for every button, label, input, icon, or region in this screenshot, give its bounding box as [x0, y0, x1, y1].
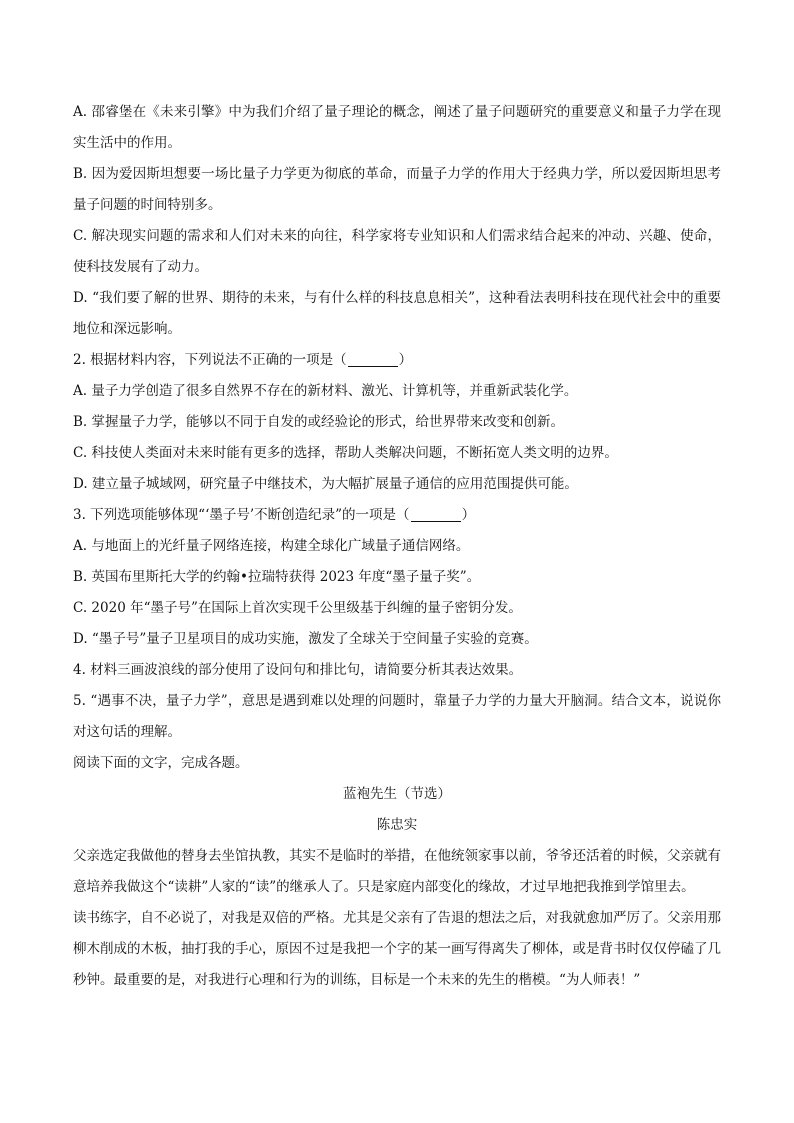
q2-option-b: B. 掌握量子力学，能够以不同于自发的或经验论的形式，给世界带来改变和创新。 — [73, 414, 565, 430]
passage-paragraph-1: 父亲选定我做他的替身去坐馆执教，其实不是临时的举措，在他统领家事以前，爷爷还活着的时候，父亲就有意培养我做这个“读耕”人家的“读”的继承人了。只是家庭内部变化的缘故，才过早地把我推到学馆里去。 — [73, 848, 721, 895]
q5-question: 5. “遇事不决，量子力学”，意思是遇到难以处理的问题时，靠量子力学的力量大开脑洞。结合文本，说说你对这句话的理解。 — [73, 693, 721, 740]
q3-option-b: B. 英国布里斯托大学的约翰•拉瑞特获得 2023 年度“墨子量子奖”。 — [73, 569, 481, 585]
q4-question: 4. 材料三画波浪线的部分使用了设问句和排比句，请简要分析其表达效果。 — [73, 662, 523, 678]
q2-stem — [73, 345, 721, 376]
q1-option-c: C. 解决现实问题的需求和人们对未来的向往，科学家将专业知识和人们需求结合起来的冲动、兴趣、使命，使科技发展有了动力。 — [73, 228, 721, 275]
q2-answer-blank[interactable] — [348, 348, 398, 367]
passage-title: 蓝袍先生（节选） — [343, 786, 451, 802]
q3-stem-close: ） — [461, 507, 476, 523]
q3-answer-blank[interactable] — [411, 503, 461, 522]
q3-option-a: A. 与地面上的光纤量子网络连接，构建全球化广域量子通信网络。 — [73, 538, 470, 554]
q1-option-b: B. 因为爱因斯坦想要一场比量子力学更为彻底的革命，而量子力学的作用大于经典力学，所以爱因斯坦思考量子问题的时间特别多。 — [73, 166, 721, 213]
q3-option-c: C. 2020 年“墨子号”在国际上首次实现千公里级基于纠缠的量子密钥分发。 — [73, 600, 522, 616]
q1-option-d: D. “我们要了解的世界、期待的未来，与有什么样的科技息息相关”，这种看法表明科技在现代社会中的重要地位和深远影响。 — [73, 290, 721, 337]
q3-option-d: D. “墨子号”量子卫星项目的成功实施，激发了全球关于空间量子实验的竞赛。 — [73, 631, 538, 647]
q2-option-d: D. 建立量子城域网，研究量子中继技术，为大幅扩展量子通信的应用范围提供可能。 — [73, 476, 578, 492]
q2-option-a: A. 量子力学创造了很多自然界不存在的新材料、激光、计算机等，并重新武装化学。 — [73, 383, 578, 399]
q2-stem-text: 2. 根据材料内容，下列说法不正确的一项是（ — [73, 352, 347, 368]
q3-stem — [73, 500, 721, 531]
q2-stem-close: ） — [398, 352, 413, 368]
document-page — [73, 97, 721, 996]
reading-instruction: 阅读下面的文字，完成各题。 — [73, 755, 249, 771]
passage-author: 陈忠实 — [376, 817, 418, 833]
passage-paragraph-2: 读书练字，自不必说了，对我是双倍的严格。尤其是父亲有了告退的想法之后，对我就愈加严厉了。父亲用那柳木削成的木板，抽打我的手心，原因不过是我把一个字的某一画写得离失了柳体，或是背书时仅仅停磕了几秒钟。最重要的是，对我进行心理和行为的训练，目标是一个未来的先生的楷模。“为人师表！” — [73, 910, 721, 988]
q2-option-c: C. 科技使人类面对未来时能有更多的选择，帮助人类解决问题，不断拓宽人类文明的边界。 — [73, 445, 618, 461]
q1-option-a: A. 邵睿堡在《未来引擎》中为我们介绍了量子理论的概念，阐述了量子问题研究的重要意义和量子力学在现实生活中的作用。 — [73, 104, 721, 151]
q3-stem-text: 3. 下列选项能够体现“‘墨子号’不断创造纪录”的一项是（ — [73, 507, 410, 523]
